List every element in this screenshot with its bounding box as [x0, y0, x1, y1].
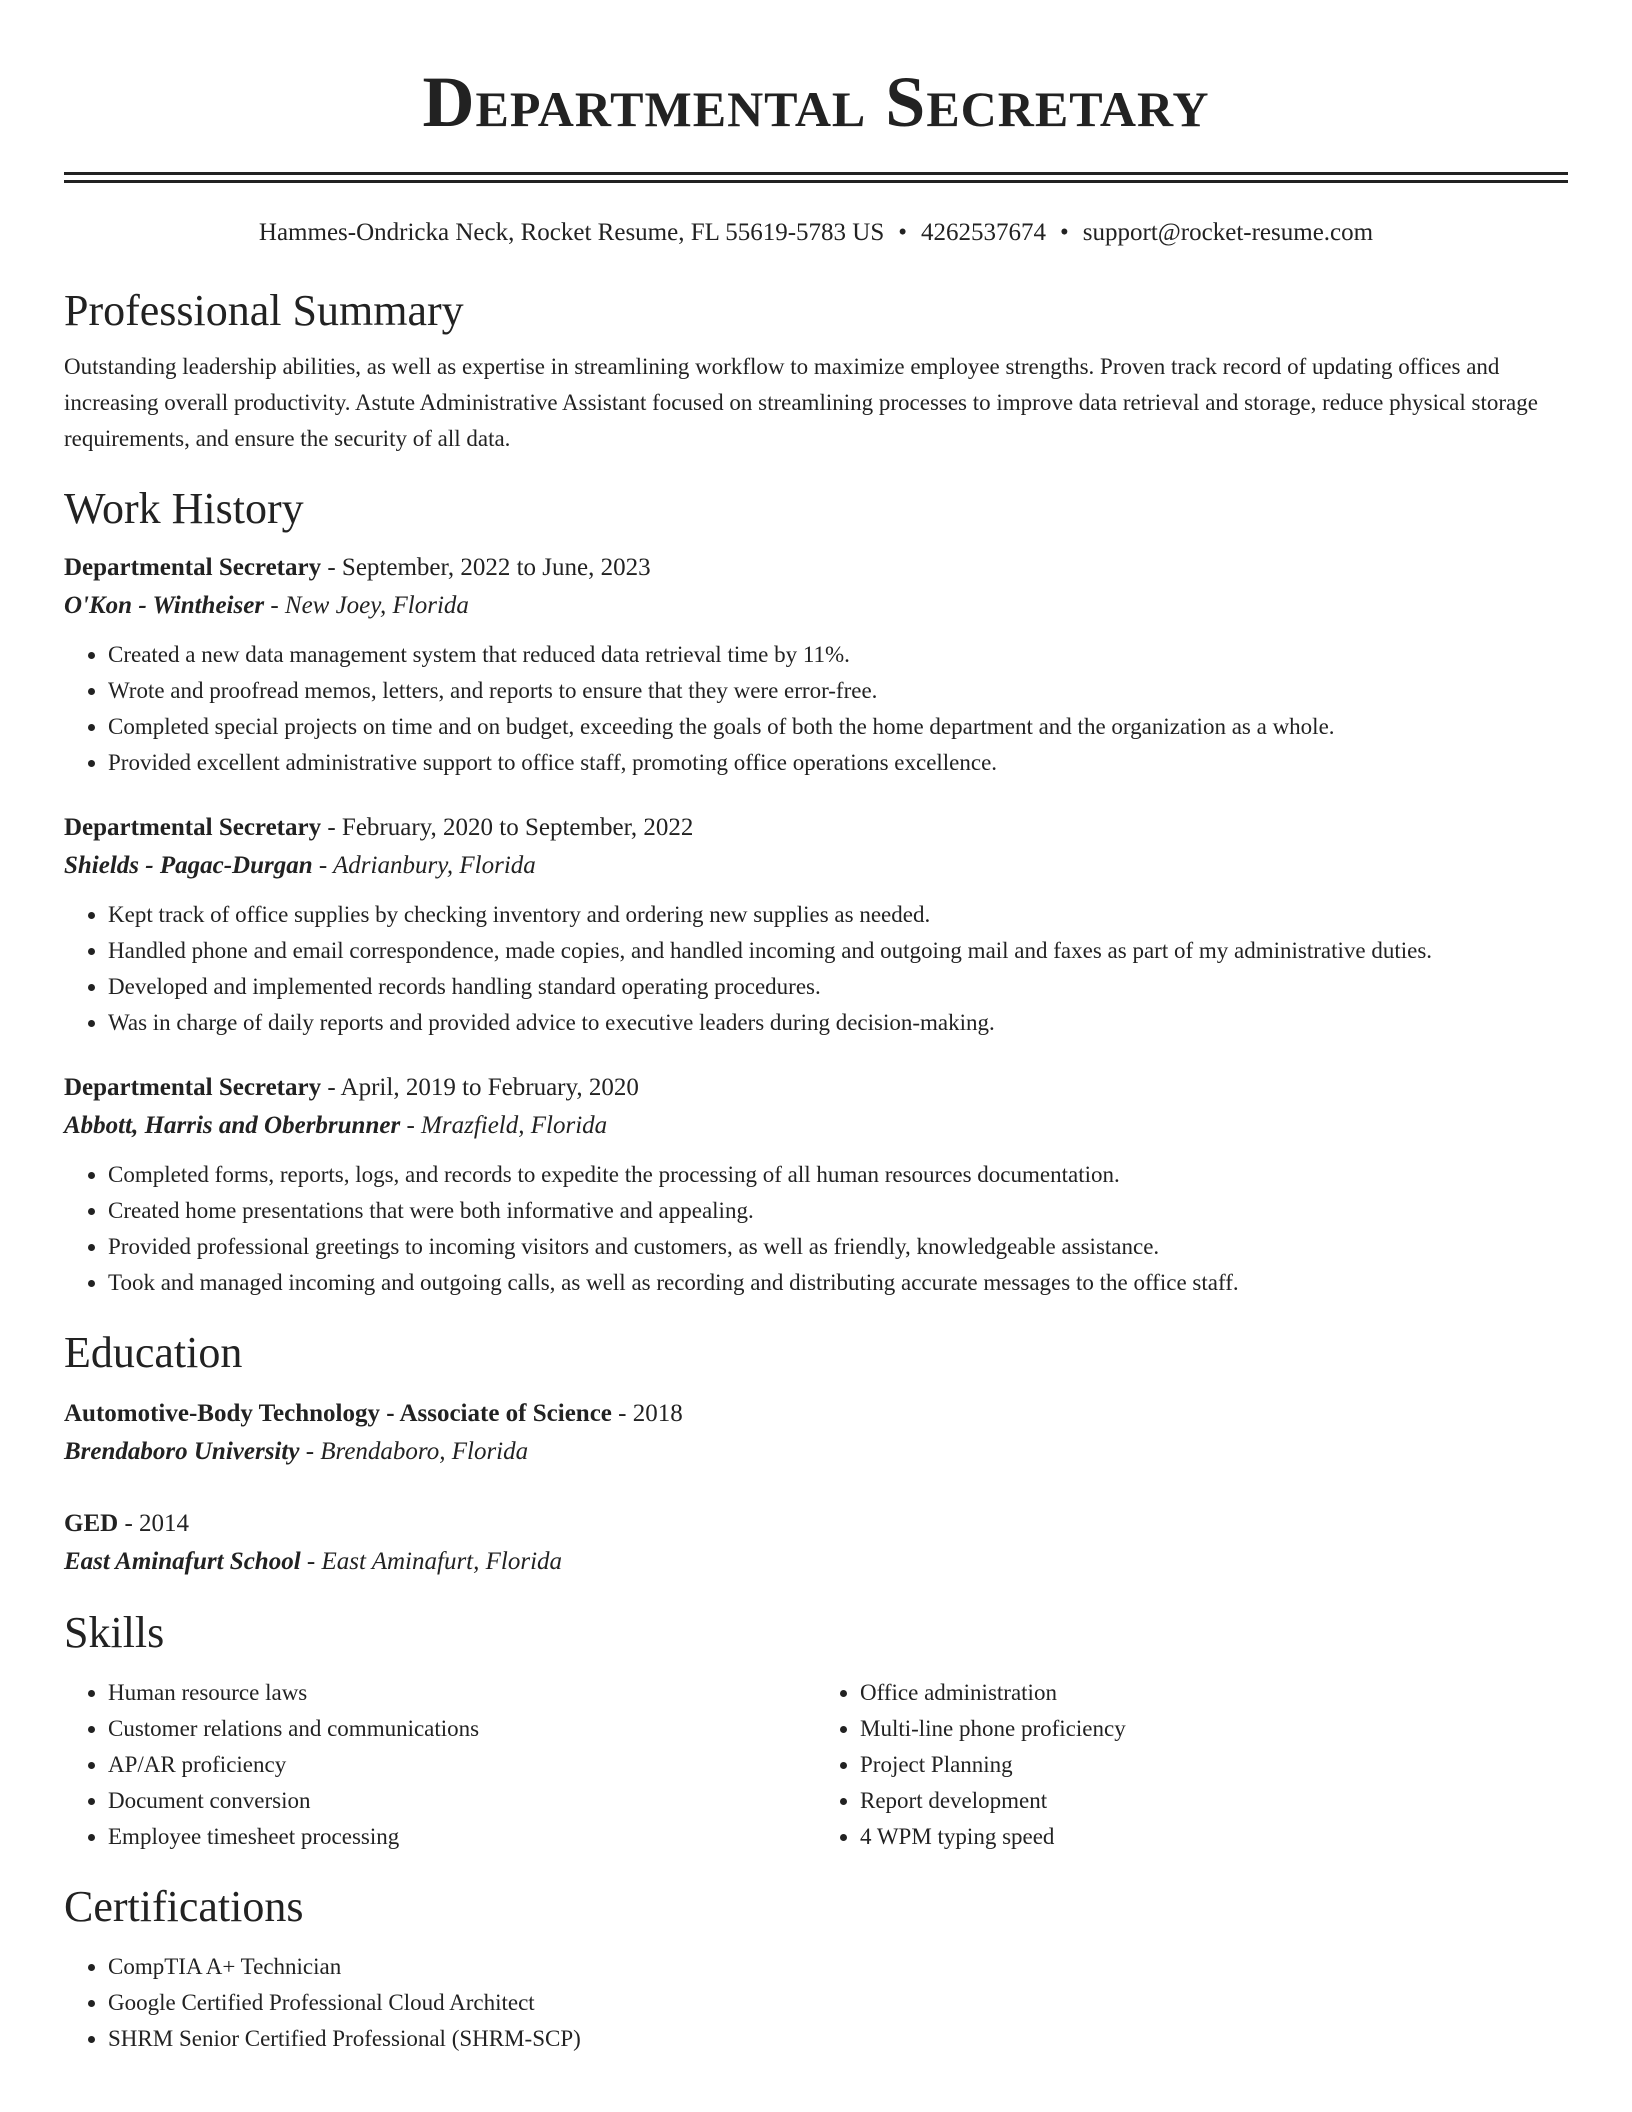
job-bullets: [64, 1157, 1568, 1301]
job-title-line: Departmental Secretary - September, 2022 to June, 2023: [64, 554, 651, 581]
education-year: 2014: [139, 1510, 190, 1537]
skill-item: • Multi-line phone proficiency: [860, 1711, 1568, 1747]
job-entry: [64, 809, 1568, 1041]
section-heading-work-history: Work History: [64, 484, 304, 533]
work-history-section: [64, 481, 1568, 1301]
title-divider: [64, 172, 1568, 183]
contact-line: [64, 217, 1568, 249]
summary-text: Outstanding leadership abilities, as well as expertise in streamlining workflow to maximize employee strengths. Proven track record of updating offices and increasing overall productivity. Astute Administrative Assistant focused on streamlining processes to improve data retrieval and storage, reduce physical storage requirements, and ensure the security of all data.: [64, 354, 1538, 451]
certification-item: • Google Certified Professional Cloud Architect: [108, 1985, 1568, 2021]
education-degree-line: Automotive-Body Technology - Associate of Science - 2018: [64, 1400, 683, 1427]
job-company: Abbott, Harris and Oberbrunner: [64, 1112, 401, 1139]
job-bullets: [64, 637, 1568, 781]
skills-list-right: [816, 1675, 1568, 1855]
job-location: Mrazfield, Florida: [421, 1112, 608, 1139]
skill-item: • Project Planning: [860, 1747, 1568, 1783]
education-entry: [64, 1505, 1568, 1581]
resume-title: Departmental Secretary: [422, 62, 1210, 142]
education-section: [64, 1325, 1568, 1581]
education-school-line: Brendaboro University - Brendaboro, Florida: [64, 1438, 529, 1465]
education-entry: [64, 1395, 1568, 1471]
job-bullet: • Handled phone and email correspondence, made copies, and handled incoming and outgoing mail and faxes as part of my administrative duties.: [108, 933, 1568, 969]
skill-item: • Report development: [860, 1783, 1568, 1819]
job-bullet: • Developed and implemented records handling standard operating procedures.: [108, 969, 1568, 1005]
job-location: Adrianbury, Florida: [333, 852, 536, 879]
contact-email: support@rocket-resume.com: [1082, 219, 1374, 246]
job-bullets: [64, 897, 1568, 1041]
education-school: Brendaboro University: [64, 1438, 300, 1465]
job-company-line: Abbott, Harris and Oberbrunner - Mrazfield, Florida: [64, 1112, 608, 1139]
section-heading-certifications: Certifications: [64, 1882, 304, 1931]
job-title-line: Departmental Secretary - February, 2020 to September, 2022: [64, 814, 694, 841]
skill-item: • Human resource laws: [108, 1675, 816, 1711]
job-bullet: • Provided excellent administrative support to office staff, promoting office operations excellence.: [108, 745, 1568, 781]
job-dates: April, 2019 to February, 2020: [340, 1074, 639, 1101]
certification-item: • SHRM Senior Certified Professional (SHRM-SCP): [108, 2021, 1568, 2057]
skill-item: • Document conversion: [108, 1783, 816, 1819]
job-company: O'Kon - Wintheiser: [64, 592, 265, 619]
education-location: East Aminafurt, Florida: [321, 1548, 563, 1575]
certifications-section: [64, 1879, 1568, 2057]
job-company-line: Shields - Pagac-Durgan - Adrianbury, Florida: [64, 852, 536, 879]
job-bullet: • Kept track of office supplies by checking inventory and ordering new supplies as needed.: [108, 897, 1568, 933]
job-title: Departmental Secretary: [64, 1074, 322, 1101]
job-bullet: • Created a new data management system that reduced data retrieval time by 11%.: [108, 637, 1568, 673]
job-company: Shields - Pagac-Durgan: [64, 852, 313, 879]
education-degree: GED: [64, 1510, 119, 1537]
skills-list-left: [64, 1675, 816, 1855]
job-title: Departmental Secretary: [64, 554, 322, 581]
job-entry: [64, 1069, 1568, 1301]
job-dates: September, 2022 to June, 2023: [341, 554, 651, 581]
job-dates: February, 2020 to September, 2022: [341, 814, 694, 841]
contact-phone: 4262537674: [921, 219, 1047, 246]
education-location: Brendaboro, Florida: [320, 1438, 529, 1465]
job-bullet: • Created home presentations that were both informative and appealing.: [108, 1193, 1568, 1229]
skill-item: • Employee timesheet processing: [108, 1819, 816, 1855]
job-bullet: • Completed special projects on time and on budget, exceeding the goals of both the home department and the organization as a whole.: [108, 709, 1568, 745]
job-bullet: • Provided professional greetings to incoming visitors and customers, as well as friendly, knowledgeable assistance.: [108, 1229, 1568, 1265]
certification-item: • CompTIA A+ Technician: [108, 1949, 1568, 1985]
skill-item: • Customer relations and communications: [108, 1711, 816, 1747]
job-title-line: Departmental Secretary - April, 2019 to February, 2020: [64, 1074, 639, 1101]
education-degree-line: GED - 2014: [64, 1510, 190, 1537]
section-heading-summary: Professional Summary: [64, 286, 464, 335]
section-heading-education: Education: [64, 1328, 243, 1377]
job-location: New Joey, Florida: [284, 592, 469, 619]
education-school: East Aminafurt School: [64, 1548, 301, 1575]
skill-item: • AP/AR proficiency: [108, 1747, 816, 1783]
skill-item: • Office administration: [860, 1675, 1568, 1711]
contact-address: Hammes-Ondricka Neck, Rocket Resume, FL 55619-5783 US: [258, 219, 885, 246]
job-company-line: O'Kon - Wintheiser - New Joey, Florida: [64, 592, 469, 619]
education-degree: Automotive-Body Technology - Associate of Science: [64, 1400, 612, 1427]
skills-columns: [64, 1661, 1568, 1855]
contact-separator: •: [898, 219, 908, 246]
skills-section: [64, 1605, 1568, 1855]
certifications-list: [64, 1949, 1568, 2057]
job-bullet: • Took and managed incoming and outgoing calls, as well as recording and distributing accurate messages to the office staff.: [108, 1265, 1568, 1301]
contact-separator: •: [1060, 219, 1069, 246]
education-year: 2018: [632, 1400, 683, 1427]
job-bullet: • Completed forms, reports, logs, and records to expedite the processing of all human resources documentation.: [108, 1157, 1568, 1193]
job-entry: [64, 549, 1568, 781]
job-title: Departmental Secretary: [64, 814, 322, 841]
skill-item: • 4 WPM typing speed: [860, 1819, 1568, 1855]
section-heading-skills: Skills: [64, 1608, 165, 1657]
summary-section: [64, 283, 1568, 457]
job-bullet: • Wrote and proofread memos, letters, and reports to ensure that they were error-free.: [108, 673, 1568, 709]
job-bullet: • Was in charge of daily reports and provided advice to executive leaders during decision-making.: [108, 1005, 1568, 1041]
education-school-line: East Aminafurt School - East Aminafurt, Florida: [64, 1548, 563, 1575]
